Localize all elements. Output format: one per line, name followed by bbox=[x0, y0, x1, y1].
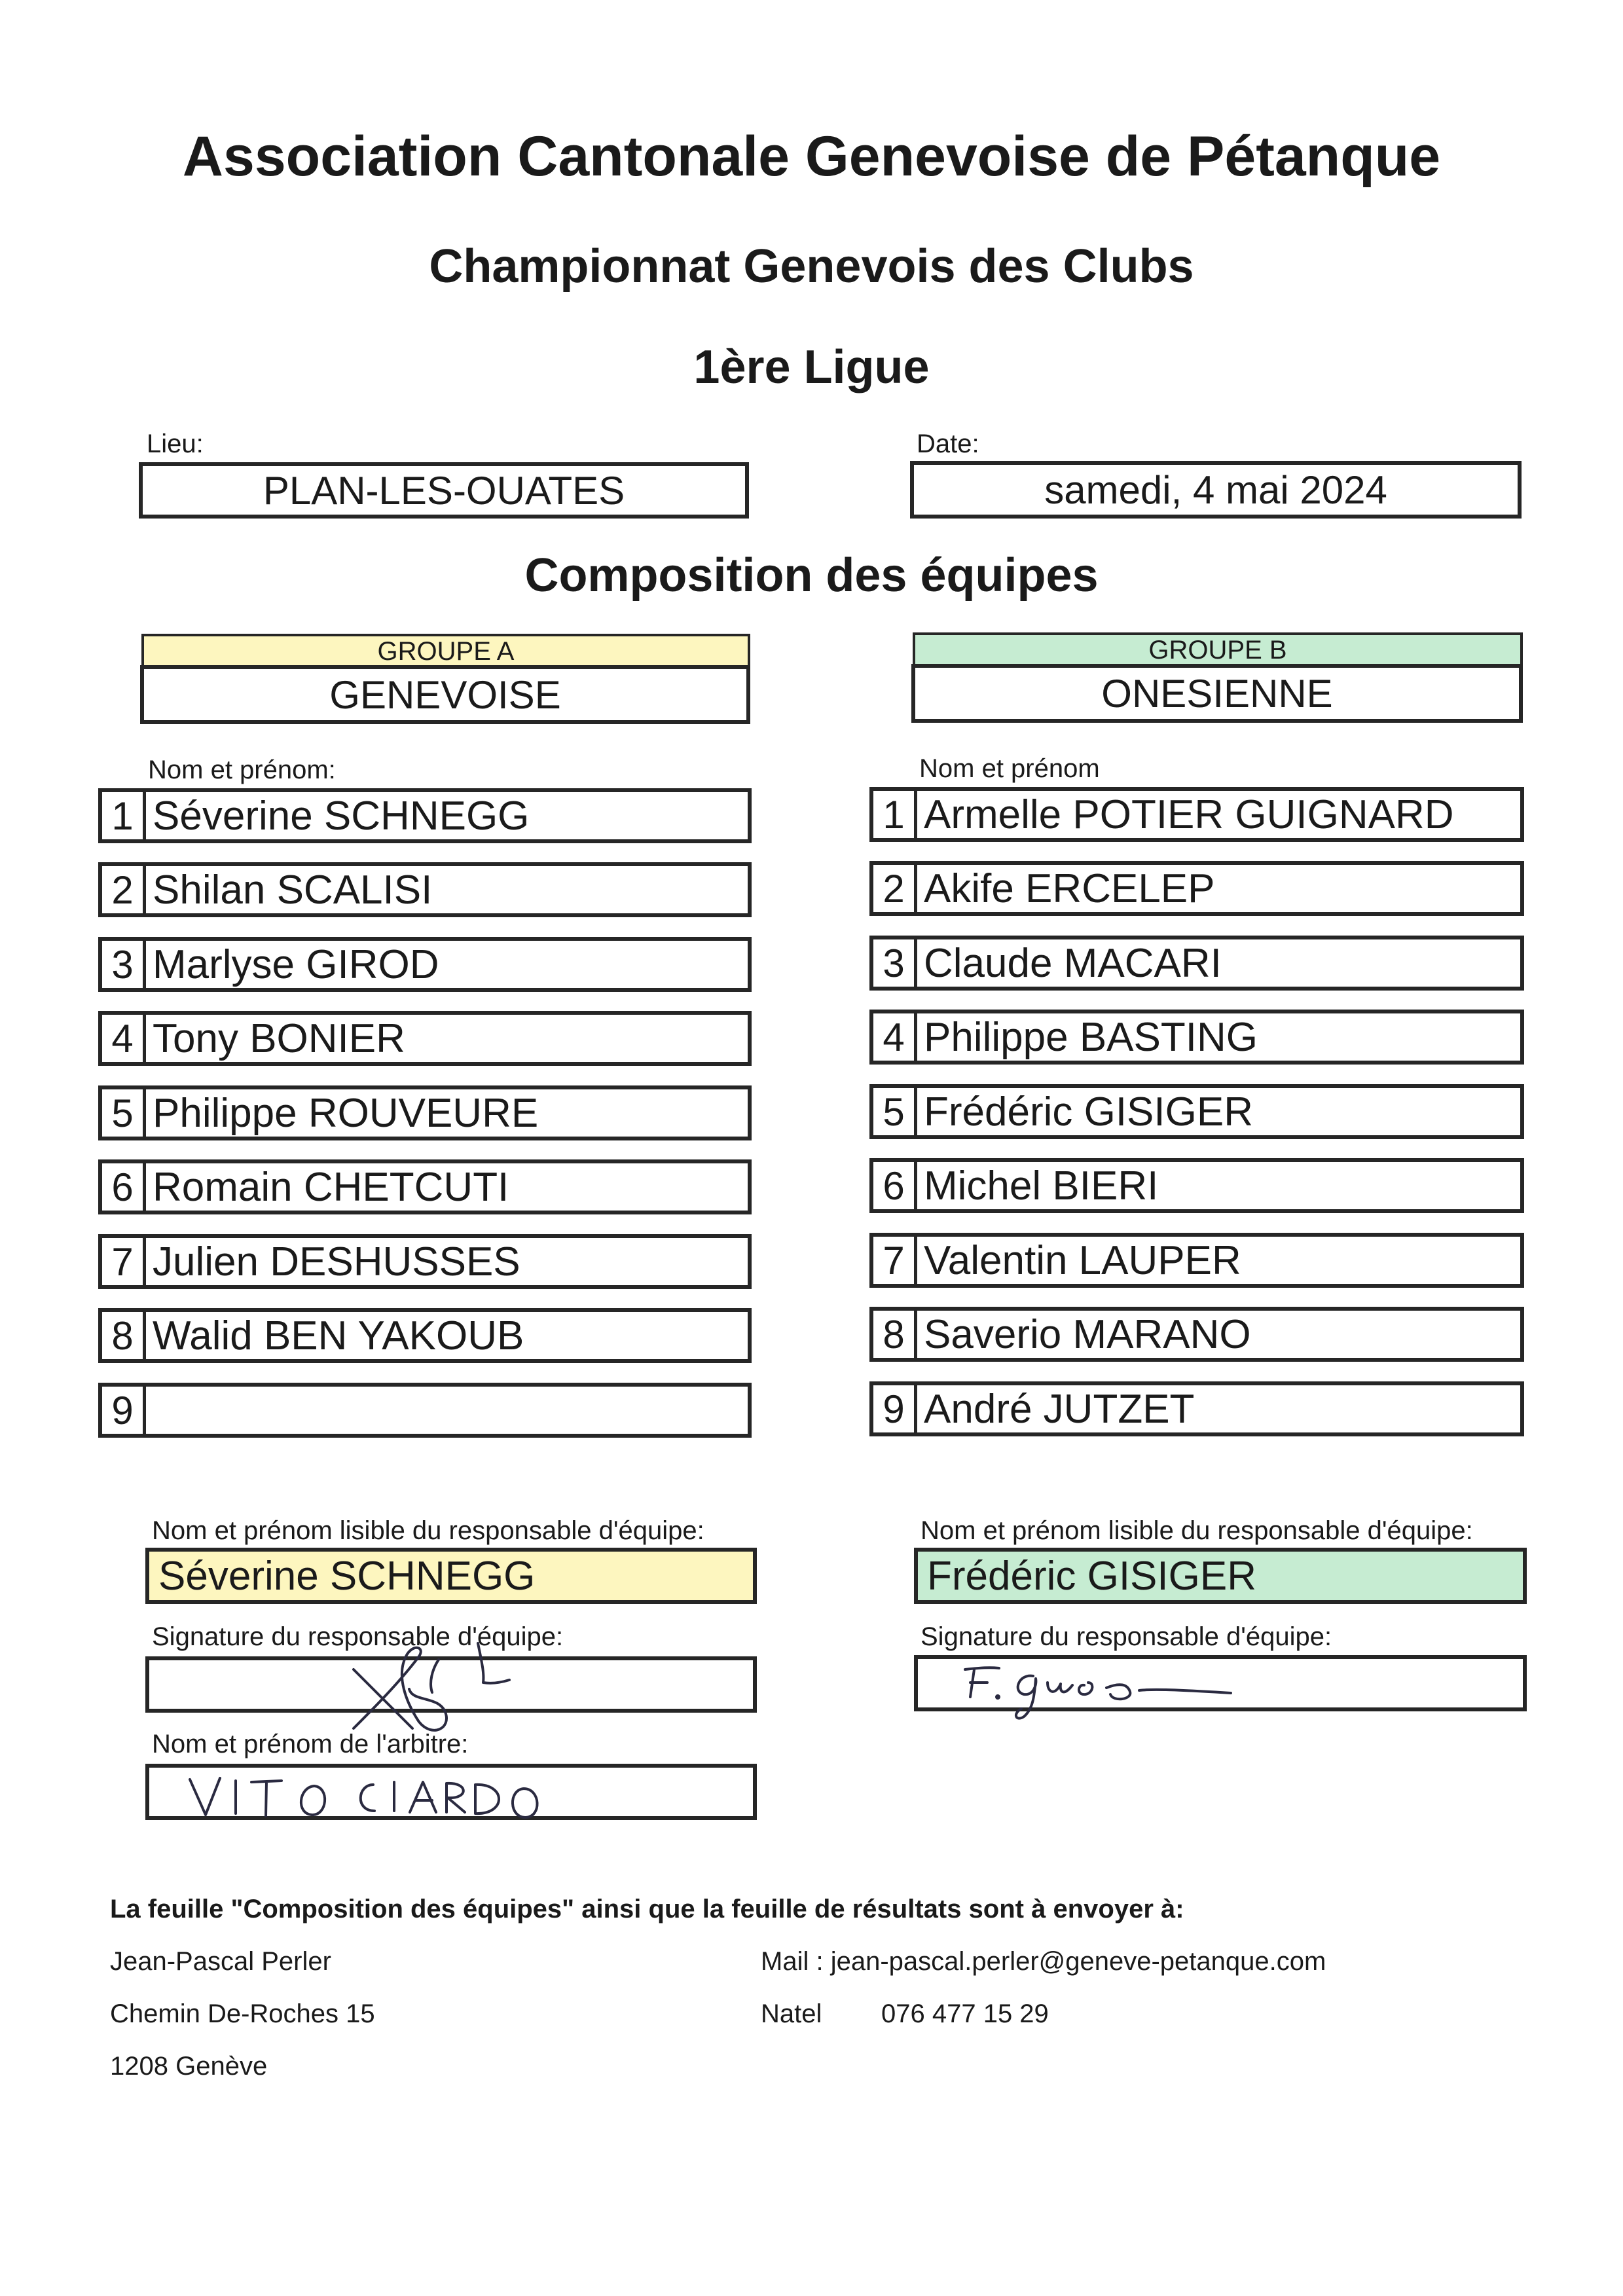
group-b-player-row bbox=[869, 1307, 1524, 1362]
player-name: Claude MACARI bbox=[924, 940, 1222, 986]
player-number: 9 bbox=[102, 1387, 146, 1434]
group-b-player-row bbox=[869, 1158, 1524, 1213]
group-b-signature-label: Signature du responsable d'équipe: bbox=[921, 1622, 1332, 1651]
player-number: 6 bbox=[102, 1163, 146, 1211]
player-name: Frédéric GISIGER bbox=[924, 1089, 1253, 1135]
player-number: 8 bbox=[102, 1312, 146, 1359]
location-field: PLAN-LES-OUATES bbox=[139, 462, 749, 519]
contact-name: Jean-Pascal Perler bbox=[110, 1947, 331, 1976]
group-b-responsible-label: Nom et prénom lisible du responsable d'équipe: bbox=[921, 1516, 1473, 1545]
player-name: Saverio MARANO bbox=[924, 1311, 1251, 1357]
player-number: 4 bbox=[102, 1015, 146, 1062]
championship-title: Championnat Genevois des Clubs bbox=[429, 240, 1194, 293]
date-label: Date: bbox=[917, 429, 979, 458]
player-number: 3 bbox=[873, 939, 917, 987]
group-b-player-row bbox=[869, 787, 1524, 842]
player-number: 5 bbox=[102, 1089, 146, 1137]
association-title: Association Cantonale Genevoise de Pétanque bbox=[182, 125, 1441, 188]
group-b-signature bbox=[956, 1656, 1244, 1728]
contact-street: Chemin De-Roches 15 bbox=[110, 1999, 375, 2028]
group-b-players-label: Nom et prénom bbox=[919, 754, 1100, 783]
group-a-team: GENEVOISE bbox=[140, 665, 750, 724]
group-a-player-row bbox=[98, 1383, 752, 1438]
group-a-label: GROUPE A bbox=[141, 634, 750, 666]
group-b-player-row bbox=[869, 1233, 1524, 1288]
player-name: Séverine SCHNEGG bbox=[153, 793, 530, 839]
group-b-player-row bbox=[869, 861, 1524, 916]
player-number: 7 bbox=[102, 1238, 146, 1285]
group-a-players-label: Nom et prénom: bbox=[148, 756, 336, 784]
player-number: 1 bbox=[102, 792, 146, 839]
referee-handwriting bbox=[183, 1768, 589, 1827]
player-name: Michel BIERI bbox=[924, 1163, 1159, 1209]
phone-label: Natel bbox=[761, 1999, 822, 2028]
group-b-player-row bbox=[869, 1381, 1524, 1436]
location-label: Lieu: bbox=[147, 429, 204, 458]
group-a-signature bbox=[340, 1630, 524, 1741]
group-a-player-row bbox=[98, 1234, 752, 1289]
league-title: 1ère Ligue bbox=[693, 341, 930, 393]
group-a-player-row bbox=[98, 862, 752, 917]
player-name: Shilan SCALISI bbox=[153, 867, 433, 913]
composition-title: Composition des équipes bbox=[524, 549, 1099, 602]
player-number: 2 bbox=[873, 865, 917, 912]
player-number: 4 bbox=[873, 1013, 917, 1061]
group-a-player-row bbox=[98, 1308, 752, 1363]
player-name: Armelle POTIER GUIGNARD bbox=[924, 792, 1454, 837]
group-a-responsible-label: Nom et prénom lisible du responsable d'équipe: bbox=[152, 1516, 704, 1545]
player-name: André JUTZET bbox=[924, 1386, 1195, 1432]
contact-mail-row bbox=[761, 1947, 1326, 1977]
player-name: Philippe BASTING bbox=[924, 1014, 1258, 1060]
player-name: Tony BONIER bbox=[153, 1015, 405, 1061]
group-b-responsible-field: Frédéric GISIGER bbox=[914, 1548, 1527, 1604]
group-a-player-row bbox=[98, 937, 752, 992]
group-a-player-row bbox=[98, 788, 752, 843]
player-name bbox=[146, 1387, 748, 1434]
player-number: 9 bbox=[873, 1385, 917, 1432]
contact-city: 1208 Genève bbox=[110, 2052, 268, 2081]
phone-number: 076 477 15 29 bbox=[881, 1999, 1049, 2028]
group-b-label: GROUPE B bbox=[913, 632, 1523, 665]
player-number: 3 bbox=[102, 941, 146, 988]
player-name: Akife ERCELEP bbox=[924, 866, 1215, 911]
player-number: 2 bbox=[102, 866, 146, 913]
group-b-player-row bbox=[869, 1084, 1524, 1139]
player-name: Julien DESHUSSES bbox=[153, 1239, 520, 1285]
player-number: 1 bbox=[873, 791, 917, 838]
group-b-player-row bbox=[869, 936, 1524, 991]
date-field: samedi, 4 mai 2024 bbox=[910, 461, 1522, 519]
player-number: 6 bbox=[873, 1162, 917, 1209]
group-a-responsible-field: Séverine SCHNEGG bbox=[145, 1548, 757, 1604]
group-a-player-row bbox=[98, 1011, 752, 1066]
footer-instruction: La feuille "Composition des équipes" ainsi que la feuille de résultats sont à envoyer à: bbox=[110, 1895, 1184, 1923]
player-name: Valentin LAUPER bbox=[924, 1237, 1241, 1283]
group-b-player-row bbox=[869, 1010, 1524, 1065]
player-number: 7 bbox=[873, 1237, 917, 1284]
referee-label: Nom et prénom de l'arbitre: bbox=[152, 1730, 469, 1758]
player-number: 8 bbox=[873, 1311, 917, 1358]
player-name: Romain CHETCUTI bbox=[153, 1164, 509, 1210]
player-name: Walid BEN YAKOUB bbox=[153, 1313, 524, 1358]
group-a-player-row bbox=[98, 1085, 752, 1140]
player-name: Philippe ROUVEURE bbox=[153, 1090, 539, 1136]
player-number: 5 bbox=[873, 1088, 917, 1135]
mail-label: Mail : bbox=[761, 1947, 824, 1976]
player-name: Marlyse GIROD bbox=[153, 941, 439, 987]
group-b-team: ONESIENNE bbox=[911, 664, 1523, 723]
group-a-signature-label: Signature du responsable d'équipe: bbox=[152, 1622, 564, 1651]
mail-address[interactable]: jean-pascal.perler@geneve-petanque.com bbox=[830, 1947, 1326, 1976]
group-a-player-row bbox=[98, 1159, 752, 1214]
